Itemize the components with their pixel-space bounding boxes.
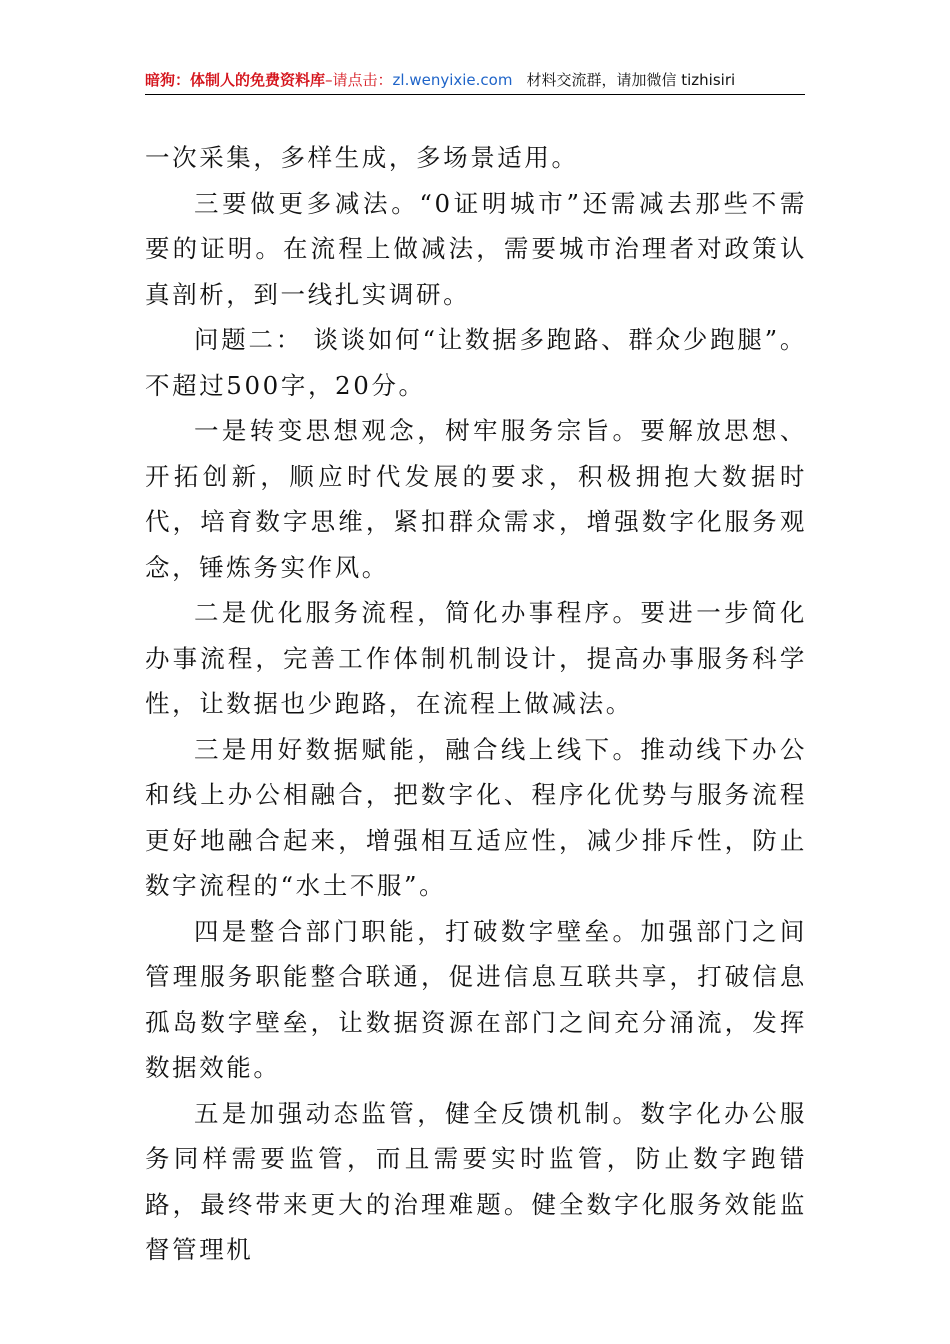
paragraph-subtraction: 三要做更多减法。“0证明城市”还需减去那些不需要的证明。在流程上做减法，需要城市治理者对政策认真剖析，到一线扎实调研。 [145,188,807,309]
header-site-title: 暗狗：体制人的免费资料库 [145,71,326,89]
paragraph-point-three: 三是用好数据赋能，融合线上线下。推动线下办公和线上办公相融合，把数字化、程序化优势与服务流程更好地融合起来，增强相互适应性，减少排斥性，防止数字流程的“水土不服”。 [145,734,807,900]
page-header [145,68,805,95]
paragraph-point-four: 四是整合部门职能，打破数字壁垒。加强部门之间管理服务职能整合联通，促进信息互联共享，打破信息孤岛数字壁垒，让数据资源在部门之间充分涌流，发挥数据效能。 [145,916,807,1082]
paragraph-point-five: 五是加强动态监管，健全反馈机制。数字化办公服务同样需要监管，而且需要实时监管，防止数字跑错路，最终带来更大的治理难题。健全数字化服务效能监督管理机 [145,1098,807,1264]
header-click-prompt: –请点击： [325,71,393,89]
paragraph-point-two: 二是优化服务流程，简化办事程序。要进一步简化办事流程，完善工作体制机制设计，提高办事服务科学性，让数据也少跑路，在流程上做减法。 [145,598,807,718]
header-wechat-note: 材料交流群，请加微信 tizhisiri [526,71,736,89]
paragraph-point-one: 一是转变思想观念，树牢服务宗旨。要解放思想、开拓创新，顺应时代发展的要求，积极拥抱大数据时代，培育数字思维，紧扣群众需求，增强数字化服务观念，锤炼务实作风。 [145,416,807,582]
header-site-link[interactable]: zl.wenyixie.com [392,71,513,89]
paragraph-continuation: 一次采集，多样生成，多场景适用。 [145,143,579,172]
document-body [145,135,807,1273]
paragraph-question-two: 问题二： 谈谈如何“让数据多跑路、群众少跑腿”。不超过500字，20分。 [145,325,807,400]
